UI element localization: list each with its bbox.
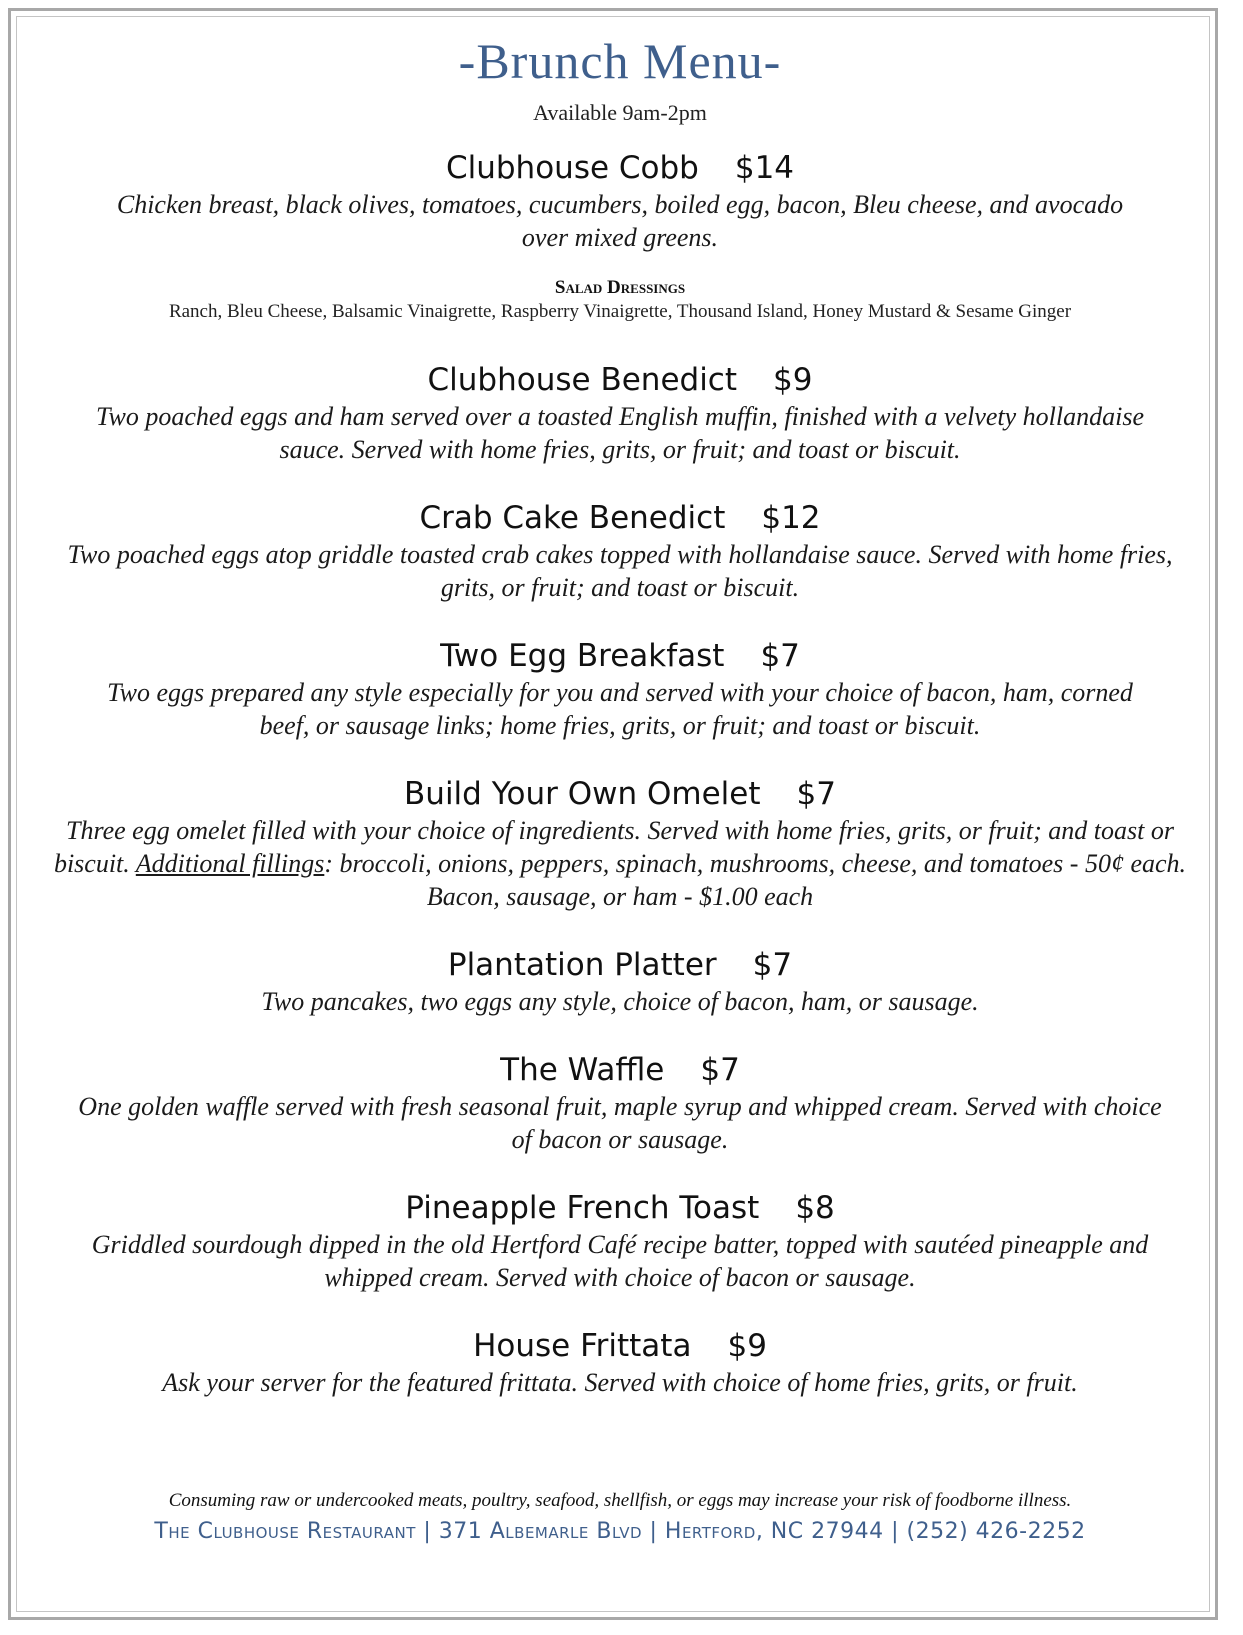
item-heading [40, 148, 1200, 188]
menu-item-build-your-own-omelet [40, 774, 1200, 913]
item-name: Clubhouse Cobb [445, 150, 699, 186]
menu-availability: Available 9am-2pm [533, 100, 707, 125]
item-price: $8 [795, 1190, 835, 1226]
item-name: The Waffle [500, 1052, 665, 1088]
item-price: $7 [752, 947, 793, 983]
item-description: Two poached eggs atop griddle toasted crab cakes topped with hollandaise sauce. Served with home fries, grits, or fruit; and toast or biscuit. [67, 540, 1173, 602]
menu-title: -Brunch Menu- [458, 33, 782, 89]
item-heading [40, 360, 1200, 400]
item-price: $9 [773, 362, 813, 398]
item-price: $9 [727, 1328, 767, 1364]
item-name: Build Your Own Omelet [404, 776, 761, 812]
item-name: Clubhouse Benedict [427, 362, 738, 398]
item-price: $7 [700, 1052, 740, 1088]
item-description [40, 814, 1200, 913]
salad-dressings-list: Ranch, Bleu Cheese, Balsamic Vinaigrette, Raspberry Vinaigrette, Thousand Island, Honey Mustard & Sesame Ginger [168, 301, 1072, 322]
item-heading [40, 945, 1200, 985]
item-description: Chicken breast, black olives, tomatoes, cucumbers, boiled egg, bacon, Bleu cheese, and avocado over mixed greens. [116, 190, 1124, 252]
additional-fillings-label: Additional fillings [135, 849, 325, 878]
item-description-text: Three egg omelet filled with your choice of ingredients. Served with home fries, grits, or fruit; and toast or biscuit. [53, 816, 1174, 878]
item-description: One golden waffle served with fresh seasonal fruit, maple syrup and whipped cream. Served with choice of bacon or sausage. [78, 1092, 1162, 1154]
foodborne-illness-warning: Consuming raw or undercooked meats, poultry, seafood, shellfish, or eggs may increase your risk of foodborne illness. [168, 1490, 1072, 1511]
menu-item-plantation-platter [40, 945, 1200, 1018]
item-name: Crab Cake Benedict [419, 500, 726, 536]
menu-item-house-frittata [40, 1326, 1200, 1399]
item-heading [40, 1188, 1200, 1228]
item-description-text-continued: : broccoli, onions, peppers, spinach, mushrooms, cheese, and tomatoes - 50¢ each. Bacon, sausage, or ham - $1.00 each [324, 849, 1187, 911]
item-name: Pineapple French Toast [405, 1190, 760, 1226]
menu-item-clubhouse-benedict [40, 360, 1200, 466]
item-heading [40, 636, 1200, 676]
item-price: $7 [760, 638, 800, 674]
menu-content [40, 33, 1200, 1399]
salad-dressings-section [40, 276, 1200, 324]
item-description: Griddled sourdough dipped in the old Hertford Café recipe batter, topped with sautéed pineapple and whipped cream. Served with choice of bacon or sausage. [91, 1230, 1149, 1292]
menu-item-the-waffle [40, 1050, 1200, 1156]
item-heading [40, 1326, 1200, 1366]
item-name: Plantation Platter [447, 947, 717, 983]
item-description: Two pancakes, two eggs any style, choice of bacon, ham, or sausage. [261, 987, 979, 1016]
salad-dressings-title: Salad Dressings [554, 277, 686, 298]
item-heading [40, 498, 1200, 538]
menu-item-two-egg-breakfast [40, 636, 1200, 742]
menu-item-clubhouse-cobb [40, 148, 1200, 254]
item-name: House Frittata [473, 1328, 692, 1364]
menu-item-pineapple-french-toast [40, 1188, 1200, 1294]
item-description: Two eggs prepared any style especially for you and served with your choice of bacon, ham, corned beef, or sausage links; home fries, grits, or fruit; and toast or biscuit. [107, 678, 1133, 740]
menu-item-crab-cake-benedict [40, 498, 1200, 604]
restaurant-address: The Clubhouse Restaurant | 371 Albemarle Blvd | Hertford, NC 27944 | (252) 426-2252 [154, 1519, 1086, 1544]
item-heading [40, 1050, 1200, 1090]
item-name: Two Egg Breakfast [440, 638, 725, 674]
item-price: $7 [796, 776, 836, 812]
item-description: Two poached eggs and ham served over a toasted English muffin, finished with a velvety hollandaise sauce. Served with home fries, grits, or fruit; and toast or biscuit. [95, 402, 1145, 464]
item-price: $12 [761, 500, 821, 536]
item-description: Ask your server for the featured frittata. Served with choice of home fries, grits, or fruit. [162, 1368, 1078, 1397]
item-heading [40, 774, 1200, 814]
item-price: $14 [734, 150, 795, 186]
